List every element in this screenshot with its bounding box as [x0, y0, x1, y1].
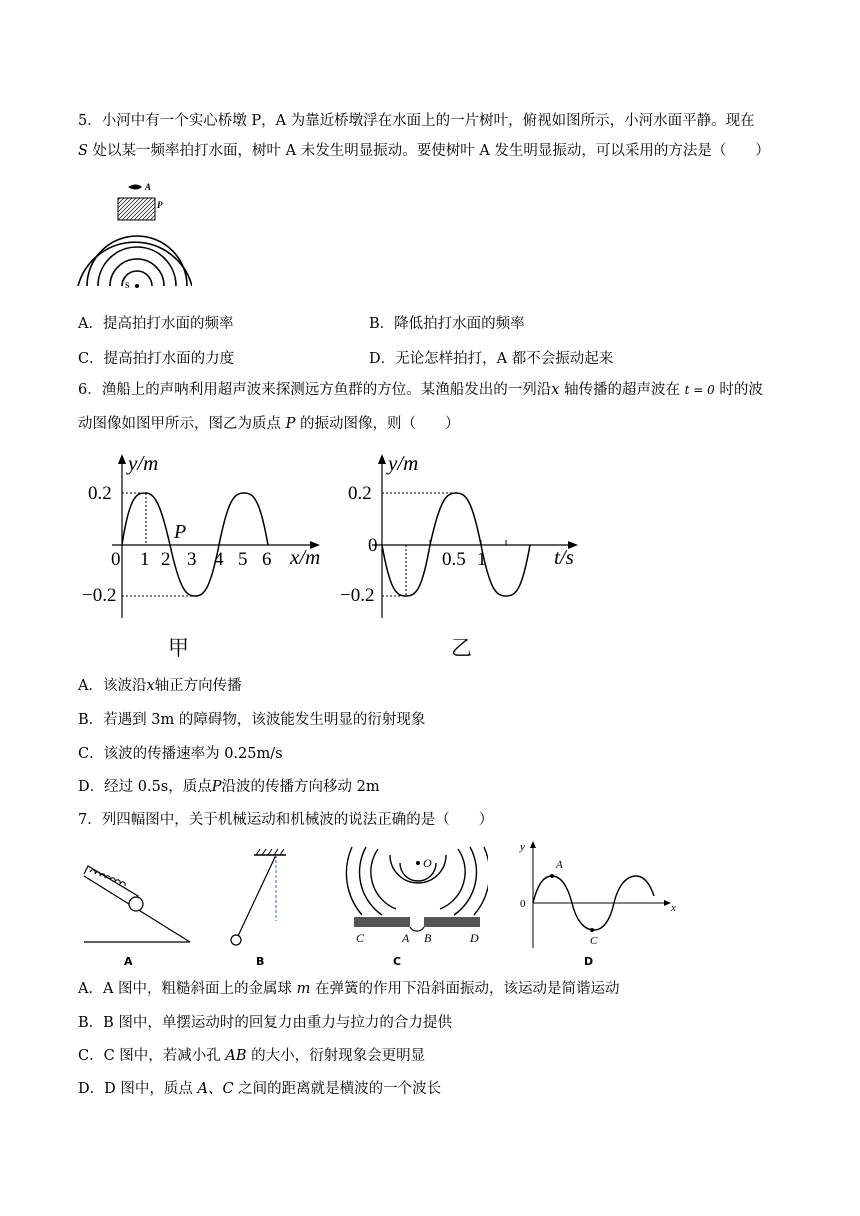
- q6-yi-tick-neg: −0.2: [340, 585, 375, 606]
- q6-jia-x-ticks: [111, 549, 272, 570]
- q7-d-label-c: C: [590, 935, 598, 947]
- q7-option-d-ac: A、C: [197, 1081, 234, 1097]
- q7-c-label-a: A: [402, 931, 410, 945]
- q6-yi-y-arrow: [378, 454, 386, 464]
- q7-d-y-arrow: [530, 841, 536, 848]
- q7-option-c-ab: AB: [225, 1048, 247, 1064]
- q6-jia-ylabel: y/m: [128, 451, 159, 475]
- q7-figure-b: [222, 845, 292, 950]
- q5-ripple-3: [98, 247, 176, 286]
- q6-option-d-b: 沿波的传播方向移动 2m: [221, 779, 380, 795]
- q7-c-wave-3r: [440, 849, 465, 909]
- q7-figure-d: [512, 838, 682, 950]
- q5-s-symbol: S: [78, 143, 88, 159]
- q6-option-c[interactable]: C．该波的传播速率为 0.25m/s: [78, 746, 283, 762]
- q5-option-a[interactable]: A．提高拍打水面的频率: [78, 316, 234, 332]
- q6-jia-tick-neg: −0.2: [82, 585, 117, 606]
- q7-d-label-x: x: [671, 902, 676, 914]
- q5-ripple-2: [110, 259, 164, 286]
- q7-b-string: [238, 855, 276, 936]
- q6-jia-p-label: P: [174, 521, 187, 543]
- q7-b-ceiling-hatch: [256, 849, 284, 855]
- q7-option-b[interactable]: B．B 图中，单摆运动时的回复力由重力与拉力的合力提供: [78, 1015, 452, 1031]
- q6-stem-line1-a: 6．渔船上的声呐利用超声波来探测远方鱼群的方位。某渔船发出的一列沿: [78, 382, 552, 398]
- q5-stem-line2: [78, 141, 770, 161]
- q7-d-point-a: [550, 874, 554, 878]
- q6-p-symbol: P: [285, 416, 296, 432]
- q6-jia-xlabel: x/m: [290, 545, 321, 569]
- q6-jia-tick-6: 6: [262, 549, 272, 570]
- q5-option-b[interactable]: B．降低拍打水面的频率: [369, 316, 525, 332]
- q6-yi-tick-pos: 0.2: [348, 483, 372, 504]
- q6-jia-tick-4: 4: [214, 549, 224, 570]
- q6-t0-symbol: t = 0: [684, 383, 715, 397]
- q6-yi-tick-1: 1: [477, 549, 487, 570]
- q7-a-wall: [84, 866, 138, 902]
- q5-stem-line2-text: 处以某一频率拍打水面，树叶 A 未发生明显振动。要使树叶 A 发生明显振动，可以采用的方法是（ ）: [87, 143, 770, 159]
- q6-option-a-b: 轴正方向传播: [154, 678, 242, 694]
- q7-figure-b-caption: B: [256, 955, 265, 968]
- q7-c-source-dot: [416, 861, 420, 865]
- q5-stem-line1: 5．小河中有一个实心桥墩 P，A 为靠近桥墩浮在水面上的一片树叶，俯视如图所示，小河水面平静。现在: [78, 113, 755, 129]
- q7-stem: 7．列四幅图中，关于机械运动和机械波的说法正确的是（ ）: [78, 812, 494, 828]
- q6-yi-caption: 乙: [451, 636, 472, 660]
- q6-stem-line2: [78, 414, 459, 434]
- q5-leaf-icon: [128, 185, 142, 190]
- q5-fig-label-s: S: [125, 281, 130, 290]
- q7-figure-d-caption: D: [584, 955, 594, 968]
- q6-x-symbol: x: [551, 382, 560, 398]
- q7-d-label-a: A: [556, 859, 563, 871]
- q6-jia-tick-5: 5: [238, 549, 248, 570]
- q6-figure-yi: [338, 450, 588, 620]
- q6-jia-tick-2: 2: [161, 549, 171, 570]
- q6-yi-tick-05: 0.5: [442, 549, 466, 570]
- q5-option-c[interactable]: C．提高拍打水面的力度: [78, 351, 235, 367]
- q7-d-x-arrow: [664, 900, 671, 906]
- q5-ripple-4: [87, 236, 187, 286]
- q7-option-c-a: C．C 图中，若减小孔: [78, 1048, 226, 1064]
- q7-option-a-m: m: [296, 981, 311, 997]
- q5-pier: [118, 198, 155, 220]
- q6-jia-tick-1: 1: [140, 549, 150, 570]
- q5-fig-label-a: A: [145, 182, 152, 192]
- q6-option-b[interactable]: B．若遇到 3m 的障碍物，该波能发生明显的衍射现象: [78, 712, 426, 728]
- q7-option-d-a: D．D 图中，质点: [78, 1081, 198, 1097]
- q7-option-a-b: 在弹簧的作用下沿斜面振动，该运动是简谐运动: [310, 981, 620, 997]
- q7-c-slit-wave-1: [410, 927, 424, 931]
- q7-option-c[interactable]: [78, 1046, 425, 1066]
- q7-figure-c: [342, 843, 488, 951]
- q6-jia-tick-0: 0: [111, 549, 121, 570]
- q6-stem-line2-b: 的振动图像，则（ ）: [295, 416, 460, 432]
- q5-option-d[interactable]: D．无论怎样拍打，A 都不会振动起来: [369, 351, 614, 367]
- q7-option-d-b: 之间的距离就是横波的一个波长: [233, 1081, 442, 1097]
- q7-c-wave-3: [371, 849, 396, 909]
- q7-c-barrier-left: [354, 917, 410, 927]
- q7-c-wave-4: [359, 847, 382, 915]
- q7-figure-c-caption: C: [393, 955, 402, 968]
- q7-option-a-a: A．A 图中，粗糙斜面上的金属球: [78, 981, 297, 997]
- q7-c-wave-4r: [454, 847, 477, 915]
- q6-stem-line2-a: 动图像如图甲所示，图乙为质点: [78, 416, 286, 432]
- q7-option-a[interactable]: [78, 979, 620, 999]
- q6-option-a-x: x: [146, 678, 155, 694]
- q7-c-barrier-right: [424, 917, 480, 927]
- q6-jia-tick-pos: 0.2: [88, 483, 112, 504]
- q6-jia-tick-3: 3: [187, 549, 197, 570]
- q6-option-a[interactable]: [78, 676, 242, 696]
- q5-fig-label-p: P: [157, 200, 163, 210]
- q6-jia-caption: 甲: [168, 636, 189, 660]
- q6-option-d[interactable]: [78, 777, 380, 797]
- q6-jia-y-arrow: [118, 454, 126, 464]
- q7-d-label-0: 0: [520, 898, 526, 910]
- q6-yi-ylabel: y/m: [388, 451, 419, 475]
- q6-stem-line1: [78, 380, 763, 400]
- q6-yi-xlabel: t/s: [554, 545, 574, 569]
- q7-option-c-b: 的大小，衍射现象会更明显: [246, 1048, 426, 1064]
- q7-c-label-d: D: [470, 931, 479, 945]
- q5-source-dot: [135, 284, 139, 288]
- q7-c-label-o: O: [423, 856, 432, 870]
- q7-c-wave-2: [390, 855, 446, 883]
- q6-option-d-a: D．经过 0.5s，质点: [78, 779, 212, 795]
- q7-d-point-c: [590, 928, 594, 932]
- q6-option-d-p: P: [211, 779, 222, 795]
- q6-stem-line1-c: 时的波: [714, 382, 763, 398]
- q6-yi-tick-0: 0: [368, 535, 378, 556]
- q7-option-d[interactable]: [78, 1079, 441, 1099]
- q6-stem-line1-b: 轴传播的超声波在: [559, 382, 685, 398]
- q7-c-label-c: C: [356, 931, 365, 945]
- q7-b-bob: [231, 935, 241, 945]
- q7-figure-a-caption: A: [124, 955, 133, 968]
- q7-a-ball: [129, 897, 143, 911]
- q6-option-a-a: A．该波沿: [78, 678, 147, 694]
- q5-figure: [76, 178, 192, 293]
- q7-c-label-b: B: [424, 931, 432, 945]
- q6-figure-jia: [82, 450, 332, 620]
- q7-d-label-y: y: [520, 841, 525, 853]
- q7-figure-a: [80, 848, 195, 948]
